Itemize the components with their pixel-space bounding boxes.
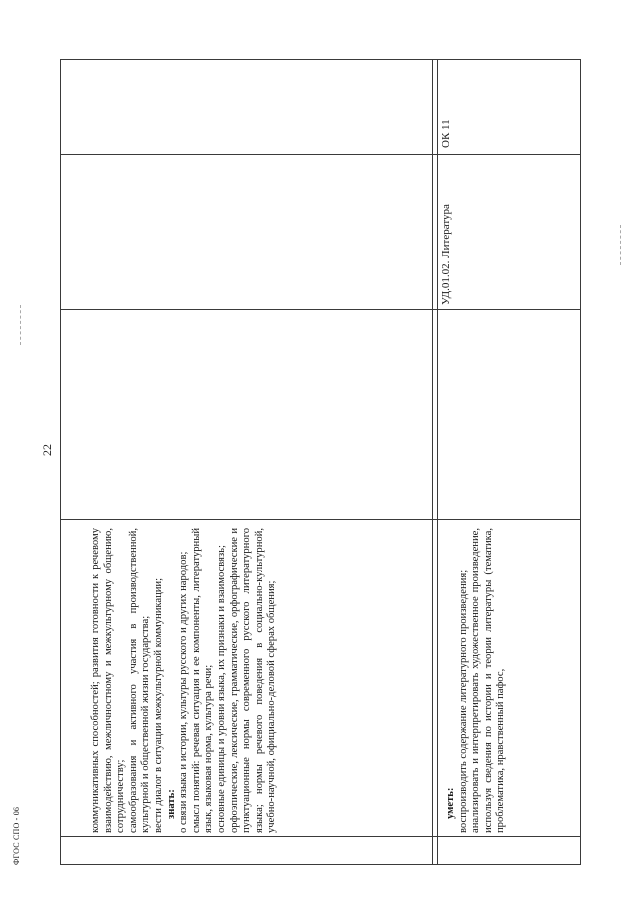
scan-fold-line bbox=[20, 305, 21, 345]
table-column-divider bbox=[60, 309, 580, 310]
skills-heading: уметь: bbox=[445, 787, 456, 819]
knowledge-paragraph: вести диалог в ситуации межкультурной коммуникации; bbox=[152, 577, 164, 833]
footer-label: ФГОС СПО - 06 bbox=[12, 806, 21, 865]
table-border-left bbox=[60, 864, 580, 865]
table-column-divider bbox=[60, 519, 580, 520]
scan-fold-line bbox=[620, 225, 621, 265]
table-row-divider bbox=[437, 59, 438, 865]
skills-paragraph: анализировать и интерпретировать художественное произведение, используя сведения по истории и теории литературы (тематика, проблематика, нравственный пафос, bbox=[470, 528, 507, 833]
knowledge-paragraph: самообразования и активного участия в производственной, культурной и общественной жизни государства; bbox=[127, 528, 152, 833]
discipline-code: УД.01.02. Литература bbox=[440, 204, 452, 305]
competence-code: ОК 11 bbox=[440, 119, 452, 148]
table-column-divider bbox=[60, 836, 580, 837]
table-column-divider bbox=[60, 154, 580, 155]
knowledge-paragraph: о связи языка и истории, культуры русского и других народов; bbox=[178, 551, 190, 833]
knowledge-paragraph: смысл понятий: речевая ситуация и ее компоненты, литературный язык, языковая норма, культура речи; bbox=[190, 528, 215, 833]
knowledge-paragraph: орфоэпические, лексические, грамматические, орфографические и пунктуационные нормы современного русского литературного языка; нормы речевого поведения в социально-культурной, учебно-научной, официально-деловой сферах общения; bbox=[228, 528, 278, 833]
table-border-right bbox=[60, 59, 580, 60]
table-border-top bbox=[60, 59, 61, 865]
page-number: 22 bbox=[40, 444, 54, 456]
table-row-divider bbox=[432, 59, 433, 865]
table-border-bottom bbox=[580, 59, 581, 865]
knowledge-paragraph: основные единицы и уровни языка, их признаки и взаимосвязь; bbox=[215, 545, 227, 833]
skills-paragraph: воспроизводить содержание литературного произведения; bbox=[457, 569, 469, 833]
knowledge-paragraph: коммуникативных способностей; развития готовности к речевому взаимодействию, межличностному и межкультурному общению, сотрудничеству; bbox=[90, 528, 127, 833]
skills-cell bbox=[445, 528, 570, 833]
knowledge-heading: знать: bbox=[165, 789, 177, 819]
knowledge-cell bbox=[90, 528, 430, 833]
